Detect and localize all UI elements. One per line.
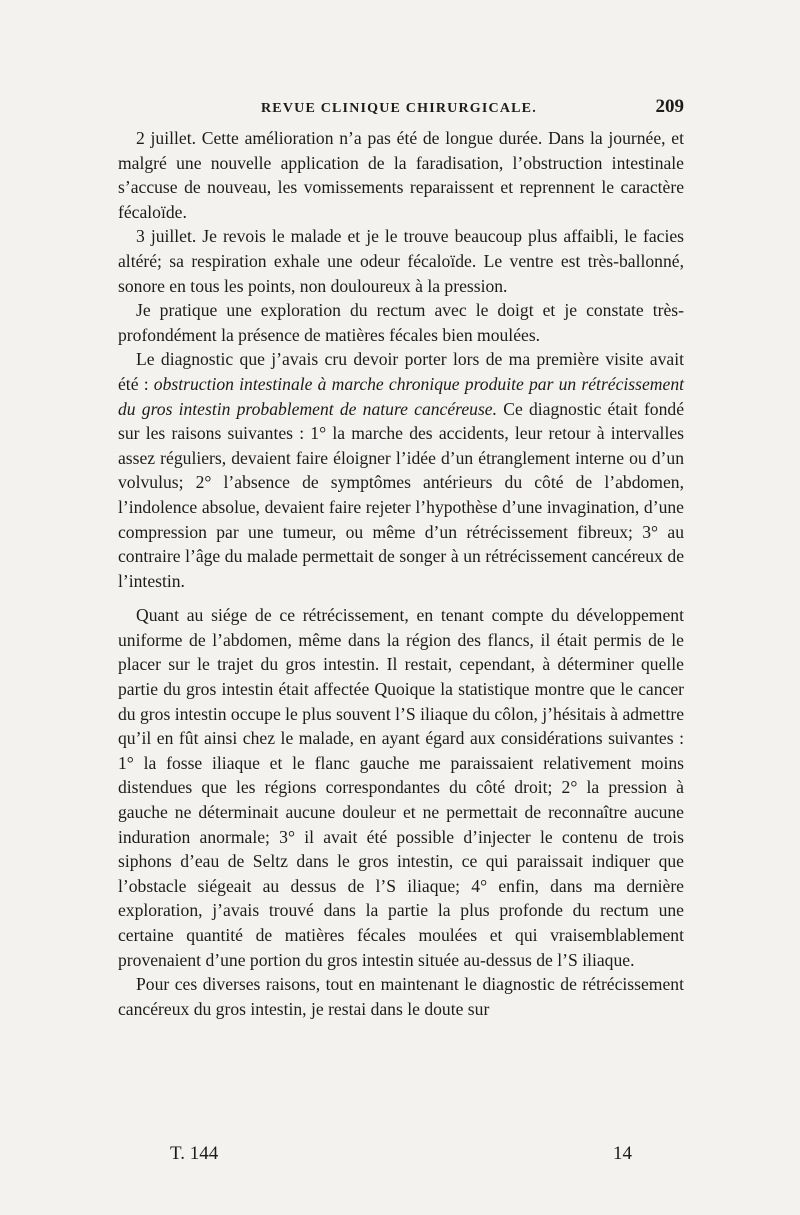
paragraph: Le diagnostic que j’avais cru devoir porter lors de ma première visite avait été : obstruction intestinale à marche chronique produite par un rétrécissement du gros intestin probablement de nature cancéreuse. Ce diagnostic était fondé sur les raisons suivantes : 1° la marche des accidents, leur retour à intervalles assez réguliers, devaient faire éloigner l’idée d’un étranglement interne ou d’un volvulus; 2° l’absence de symptômes antérieurs du côté de l’abdomen, l’indolence absolue, devaient faire rejeter l’hypothèse d’une invagination, d’une compression par une tumeur, ou même d’un rétrécissement fibreux; 3° au contraire l’âge du malade permettait de songer à un rétrécissement cancéreux de l’intestin. — [118, 349, 685, 591]
paragraph: Pour ces diverses raisons, tout en maintenant le diagnostic de rétrécissement cancéreux du gros intestin, je restai dans le doute sur — [118, 974, 684, 1019]
page-number: 209 — [655, 96, 684, 117]
page-header — [118, 96, 684, 122]
document-page — [118, 96, 685, 1164]
running-title: REVUE CLINIQUE CHIRURGICALE. — [261, 101, 537, 116]
signature-mark: 14 — [613, 1143, 632, 1164]
paragraph: 2 juillet. Cette amélioration n’a pas été de longue durée. Dans la journée, et malgré une nouvelle application de la faradisation, l’obstruction intestinale s’accuse de nouveau, les vomissements reparaissent et reprennent le caractère fécaloïde. — [118, 128, 684, 222]
paragraph: Quant au siége de ce rétrécissement, en tenant compte du développement uniforme de l’abdomen, même dans la région des flancs, il était permis de le placer sur le trajet du gros intestin. Il restait, cependant, à déterminer quelle partie du gros intestin était affectée Quoique la statistique montre que le cancer du gros intestin occupe le plus souvent l’S iliaque du côlon, j’hésitais à admettre qu’il en fût ainsi chez le malade, en ayant égard aux considérations suivantes : 1° la fosse iliaque et le flanc gauche me paraissaient relativement moins distendues que les régions correspondantes du côté droit; 2° la pression à gauche ne déterminait aucune douleur et ne permettait de reconnaître aucune induration anormale; 3° il avait été possible d’injecter le contenu de trois siphons d’eau de Seltz dans le gros intestin, ce qui paraissait indiquer que l’obstacle siégeait au dessus de l’S iliaque; 4° enfin, dans ma dernière exploration, j’avais trouvé dans la partie la plus profonde du rectum une certaine quantité de matières fécales moulées et qui vraisemblablement provenaient d’une portion du gros intestin située au-dessus de l’S iliaque. — [118, 605, 684, 970]
diagnosis-italic: obstruction intestinale à marche chronique produite par un rétrécissement du gros intestin probablement de nature cancéreuse. — [118, 373, 684, 419]
tome-label: T. 144 — [170, 1143, 219, 1164]
body-text — [118, 126, 684, 1021]
paragraph: 3 juillet. Je revois le malade et je le trouve beaucoup plus affaibli, le facies altéré; sa respiration exhale une odeur fécaloïde. Le ventre est très-ballonné, sonore en tous les points, non douloureux à la pression. — [118, 226, 684, 296]
page-footer — [118, 1143, 684, 1165]
paragraph: Je pratique une exploration du rectum avec le doigt et je constate très-profondément la présence de matières fécales bien moulées. — [118, 300, 684, 345]
